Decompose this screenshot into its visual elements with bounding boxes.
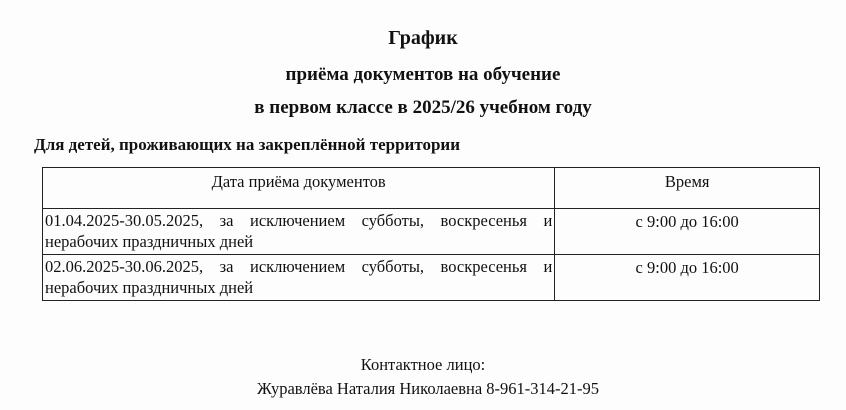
date-range-text: 02.06.2025-30.06.2025, за исключением субботы, воскресенья и нерабочих праздничных дней [45,257,553,297]
time-range-text: с 9:00 до 16:00 [635,212,739,231]
document-subtitle-line-2: в первом классе в 2025/26 учебном году [254,97,592,118]
date-cell [43,255,555,301]
date-cell [43,209,555,255]
document-title: График [388,27,458,49]
document-subtitle-line-1: приёма документов на обучение [285,64,561,85]
header-date-column: Дата приёма документов [43,168,555,209]
section-heading: Для детей, проживающих на закреплённой территории [34,135,460,154]
header-time-column: Время [555,168,820,209]
time-range-text: с 9:00 до 16:00 [635,258,739,277]
contact-label: Контактное лицо: [360,355,486,374]
table-header-row [43,168,820,209]
schedule-table [42,167,820,301]
table-row [43,255,820,301]
table-row [43,209,820,255]
time-cell [555,209,820,255]
date-range-text: 01.04.2025-30.05.2025, за исключением субботы, воскресенья и нерабочих праздничных дней [45,211,553,251]
contact-person: Журавлёва Наталия Николаевна 8-961-314-21-95 [256,379,600,398]
time-cell [555,255,820,301]
